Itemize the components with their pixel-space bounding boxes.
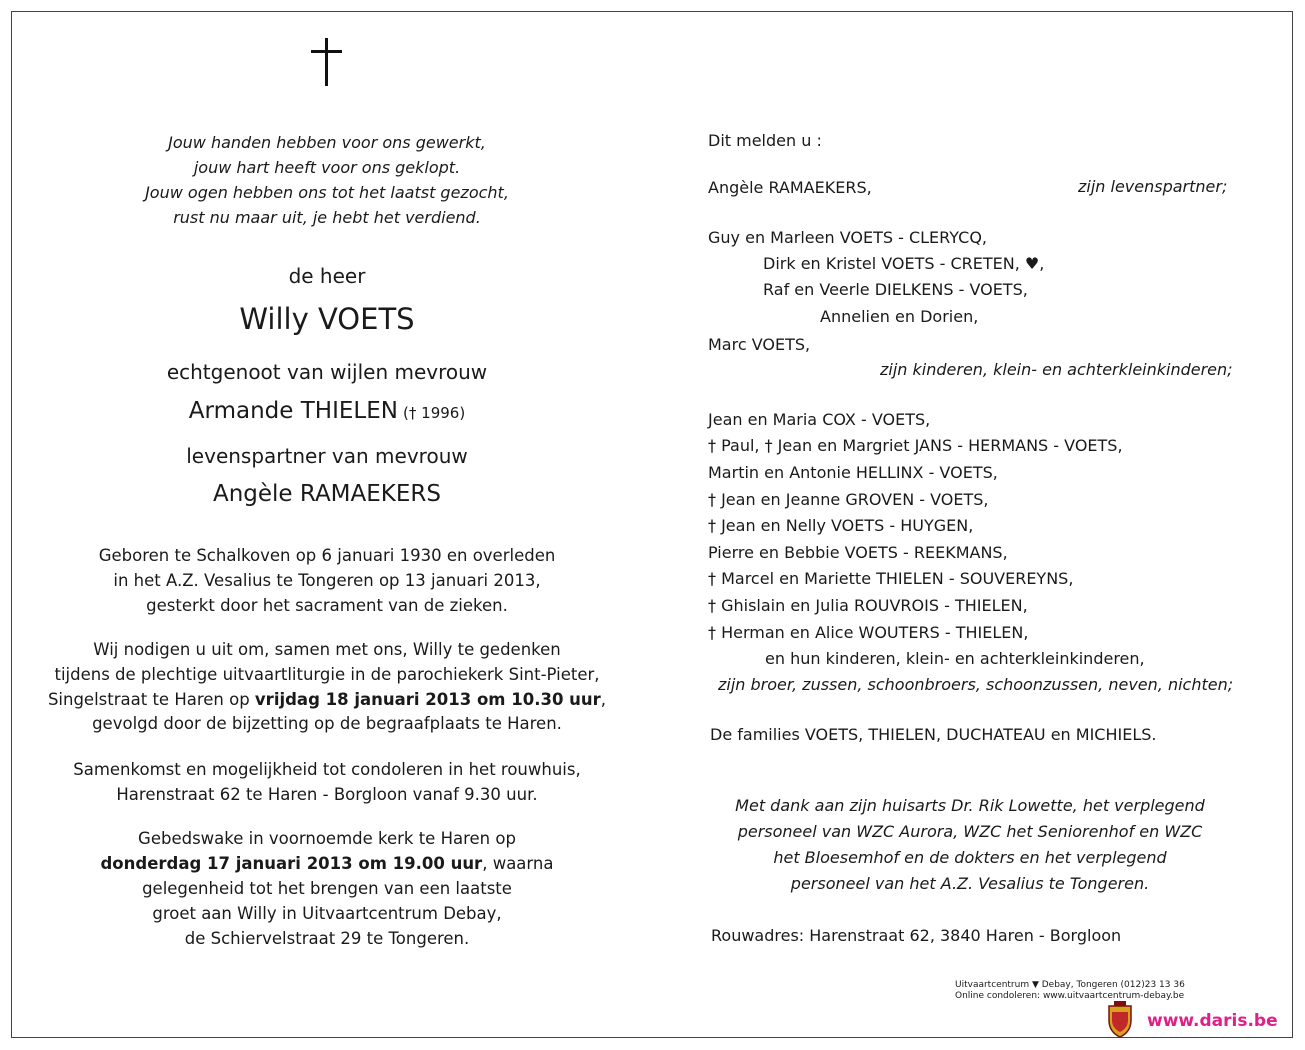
partner-name: Angèle RAMAEKERS (212, 481, 441, 507)
sibling-line: † Herman en Alice WOUTERS - THIELEN, (708, 623, 1029, 642)
birth-line-1: Geboren te Schalkoven op 6 januari 1930 en overleden (98, 546, 556, 565)
sibling-line: en hun kinderen, klein- en achterkleinkinderen, (765, 649, 1145, 668)
spouse-name: Armande THIELEN (188, 398, 398, 424)
child-line: Guy en Marleen VOETS - CLERYCQ, (708, 228, 987, 247)
coat-of-arms-icon (1105, 1000, 1135, 1038)
wake-line-5: de Schiervelstraat 29 te Tongeren. (184, 929, 470, 948)
spouse-label: echtgenoot van wijlen mevrouw (166, 360, 488, 384)
spouse-death-note: († 1996) (403, 404, 466, 422)
gathering-line-2: Harenstraat 62 te Haren - Borgloon vanaf 9.30 uur. (116, 785, 538, 804)
sibling-line: Pierre en Bebbie VOETS - REEKMANS, (708, 543, 1008, 562)
funeral-line-1: Wij nodigen u uit om, samen met ons, Willy te gedenken (93, 640, 561, 659)
child-line: Marc VOETS, (708, 335, 811, 354)
thanks-line: personeel van WZC Aurora, WZC het Seniorenhof en WZC (737, 822, 1203, 841)
intro-text: de heer (288, 264, 366, 288)
sibling-line: † Marcel en Mariette THIELEN - SOUVEREYNS, (708, 569, 1074, 588)
sibling-line: Martin en Antonie HELLINX - VOETS, (708, 463, 998, 482)
wake-line-4: groet aan Willy in Uitvaartcentrum Debay, (152, 904, 502, 923)
child-line: Dirk en Kristel VOETS - CRETEN, ♥, (763, 254, 1045, 273)
online-condolence-line: Online condoleren: www.uitvaartcentrum-debay.be (955, 991, 1185, 1001)
siblings-role: zijn broer, zussen, schoonbroers, schoonzussen, neven, nichten; (718, 675, 1234, 694)
thanks-line: Met dank aan zijn huisarts Dr. Rik Lowette, het verplegend (735, 796, 1205, 815)
wake-line-3: gelegenheid tot het brengen van een laatste (142, 879, 512, 898)
sibling-line: † Jean en Nelly VOETS - HUYGEN, (708, 516, 974, 535)
funeral-home-line: Uitvaartcentrum ▼ Debay, Tongeren (012)23 13 36 (955, 980, 1185, 990)
partner-row-name: Angèle RAMAEKERS, (708, 178, 872, 197)
sibling-line: Jean en Maria COX - VOETS, (708, 410, 931, 429)
wake-line-2-post: , waarna (482, 854, 554, 873)
funeral-line-2: tijdens de plechtige uitvaartliturgie in de parochiekerk Sint-Pieter, (54, 665, 600, 684)
partner-row-role: zijn levenspartner; (1078, 177, 1228, 196)
partner-label: levenspartner van mevrouw (186, 444, 468, 468)
thanks-line: personeel van het A.Z. Vesalius te Tongeren. (790, 874, 1150, 893)
funeral-line-3-post: , (600, 690, 607, 709)
funeral-line-4: gevolgd door de bijzetting op de begraafplaats te Haren. (92, 714, 562, 733)
sibling-line: † Jean en Jeanne GROVEN - VOETS, (708, 490, 989, 509)
funeral-date: vrijdag 18 januari 2013 om 10.30 uur (254, 690, 601, 709)
address-text: Rouwadres: Harenstraat 62, 3840 Haren - Borgloon (711, 926, 1122, 945)
watermark-link[interactable]: www.daris.be (1147, 1011, 1278, 1031)
poem-line-2: jouw hart heeft voor ons geklopt. (193, 158, 461, 177)
families-text: De families VOETS, THIELEN, DUCHATEAU en MICHIELS. (710, 725, 1157, 744)
birth-line-2: in het A.Z. Vesalius te Tongeren op 13 januari 2013, (113, 571, 541, 590)
poem-line-1: Jouw handen hebben voor ons gewerkt, (168, 133, 486, 152)
wake-date: donderdag 17 januari 2013 om 19.00 uur (100, 854, 483, 873)
children-role: zijn kinderen, klein- en achterkleinkinderen; (880, 360, 1233, 379)
gathering-line-1: Samenkomst en mogelijkheid tot condoleren in het rouwhuis, (73, 760, 581, 779)
poem-line-4: rust nu maar uit, je hebt het verdiend. (173, 208, 481, 227)
sibling-line: † Paul, † Jean en Margriet JANS - HERMANS - VOETS, (708, 436, 1123, 455)
birth-line-3: gesterkt door het sacrament van de zieken. (146, 596, 508, 615)
thanks-line: het Bloesemhof en de dokters en het verplegend (773, 848, 1167, 867)
deceased-name: Willy VOETS (239, 302, 415, 336)
child-line: Annelien en Dorien, (820, 307, 979, 326)
announce-text: Dit melden u : (708, 131, 822, 150)
child-line: Raf en Veerle DIELKENS - VOETS, (763, 280, 1028, 299)
wake-line-1: Gebedswake in voornoemde kerk te Haren op (138, 829, 516, 848)
sibling-line: † Ghislain en Julia ROUVROIS - THIELEN, (708, 596, 1028, 615)
funeral-line-3-pre: Singelstraat te Haren op (47, 690, 255, 709)
poem-line-3: Jouw ogen hebben ons tot het laatst gezocht, (145, 183, 509, 202)
